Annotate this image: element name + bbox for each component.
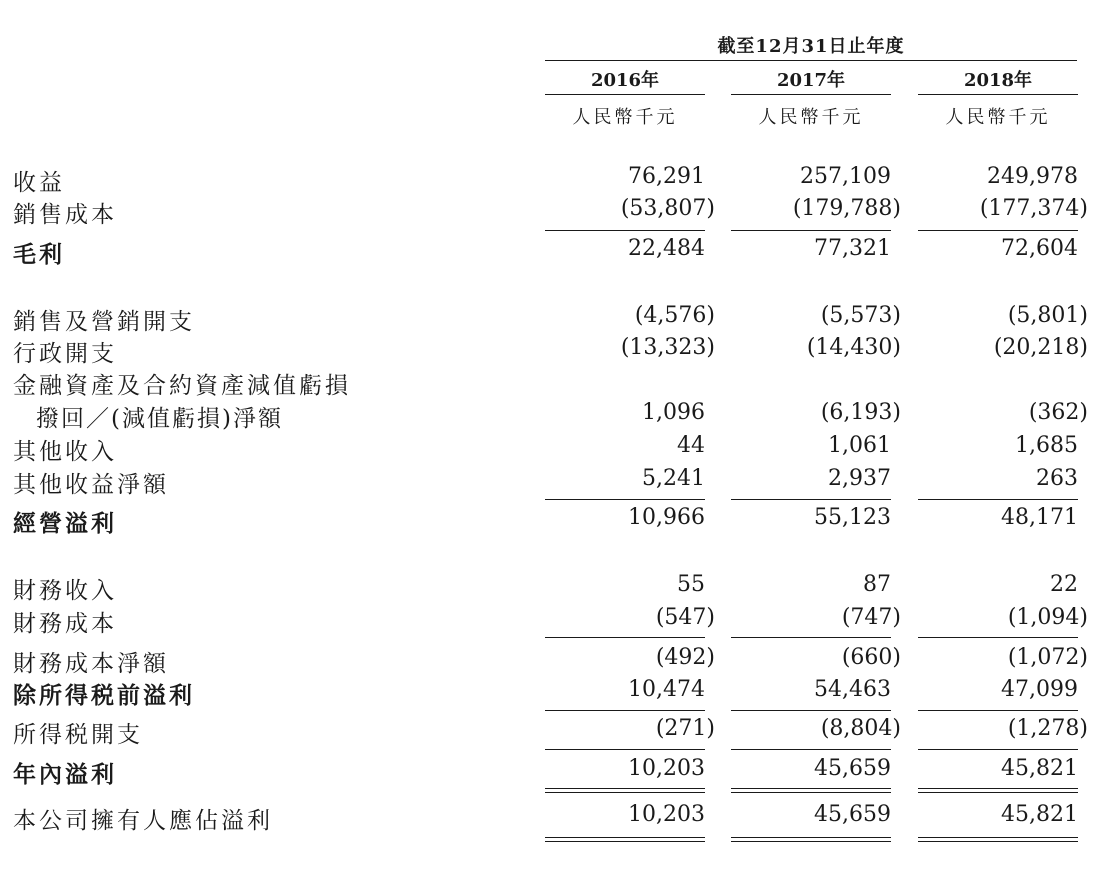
value-2018: 1,685 (1015, 433, 1078, 458)
row-label: 銷售成本 (13, 202, 117, 228)
value-2017: (747) (841, 605, 901, 630)
value-2018: (362) (1028, 400, 1088, 425)
value-2016: (53,807) (620, 196, 715, 221)
value-2018: 72,604 (1001, 236, 1078, 261)
row-label: 毛利 (13, 241, 65, 268)
value-2016: (492) (655, 645, 715, 670)
subtotal-line-2 (918, 499, 1078, 500)
total-double-line-1 (731, 788, 891, 793)
table-row-net-finance-costs (0, 645, 1102, 675)
value-2017: 2,937 (828, 466, 891, 491)
subtotal-line-5 (545, 749, 705, 750)
row-label: 銷售及營銷開支 (13, 309, 195, 335)
value-2017: 257,109 (800, 164, 891, 189)
table-row-attributable-profit (0, 802, 1102, 832)
value-2017: (660) (841, 645, 901, 670)
unit-label-2018: 人民幣千元 (945, 107, 1051, 128)
value-2017: 77,321 (814, 236, 891, 261)
subtotal-line-4 (731, 710, 891, 711)
value-2016: 10,966 (628, 505, 705, 530)
row-label: 除所得税前溢利 (13, 682, 195, 709)
value-2017: 45,659 (814, 802, 891, 827)
value-2016: (13,323) (620, 335, 715, 360)
table-row-admin-expenses (0, 335, 1102, 365)
value-2018: (1,072) (1007, 645, 1088, 670)
subtotal-line-3 (731, 637, 891, 638)
table-row-gross-profit (0, 236, 1102, 266)
value-2017: (8,804) (820, 716, 901, 741)
row-label: 行政開支 (13, 341, 117, 367)
value-2017: (5,573) (820, 303, 901, 328)
total-double-line-2 (918, 837, 1078, 842)
row-label: 財務收入 (13, 578, 117, 604)
row-label: 金融資產及合約資產減值虧損 (13, 373, 351, 399)
year-2018-header: 2018年 (963, 70, 1033, 91)
value-2017: 87 (863, 572, 891, 597)
table-row-revenue (0, 164, 1102, 194)
unit-label-2017: 人民幣千元 (758, 107, 864, 128)
value-2016: (547) (655, 605, 715, 630)
value-2016: 44 (677, 433, 705, 458)
table-row-profit-before-tax (0, 677, 1102, 707)
subtotal-line-1 (918, 230, 1078, 231)
year-underline-2017 (731, 94, 891, 95)
value-2016: 10,203 (628, 756, 705, 781)
table-row-impairment-net (0, 400, 1102, 430)
value-2018: (5,801) (1007, 303, 1088, 328)
table-row-profit-for-year (0, 756, 1102, 786)
row-label: 經營溢利 (13, 510, 117, 537)
table-row-selling-expenses (0, 303, 1102, 333)
table-row-impairment-title (0, 367, 1102, 397)
table-row-income-tax (0, 716, 1102, 746)
value-2016: 10,203 (628, 802, 705, 827)
year-2017-header: 2017年 (776, 70, 846, 91)
year-underline-2016 (545, 94, 705, 95)
row-label: 其他收益淨額 (13, 472, 169, 498)
header-divider (545, 60, 1077, 61)
subtotal-line-2 (545, 499, 705, 500)
value-2016: 76,291 (628, 164, 705, 189)
total-double-line-1 (545, 788, 705, 793)
subtotal-line-4 (918, 710, 1078, 711)
value-2018: 48,171 (1001, 505, 1078, 530)
subtotal-line-4 (545, 710, 705, 711)
row-label: 財務成本 (13, 611, 117, 637)
value-2018: 22 (1050, 572, 1078, 597)
value-2017: 55,123 (814, 505, 891, 530)
value-2018: (20,218) (993, 335, 1088, 360)
subtotal-line-3 (918, 637, 1078, 638)
row-label: 本公司擁有人應佔溢利 (13, 808, 273, 834)
total-double-line-2 (731, 837, 891, 842)
value-2016: 10,474 (628, 677, 705, 702)
table-row-other-gains (0, 466, 1102, 496)
table-row-finance-income (0, 572, 1102, 602)
value-2018: 45,821 (1001, 802, 1078, 827)
value-2016: 1,096 (642, 400, 705, 425)
row-label: 其他收入 (13, 439, 117, 465)
subtotal-line-5 (918, 749, 1078, 750)
value-2017: (14,430) (806, 335, 901, 360)
value-2018: 263 (1036, 466, 1078, 491)
table-row-operating-profit (0, 505, 1102, 535)
period-header: 截至12月31日止年度 (717, 36, 905, 57)
subtotal-line-3 (545, 637, 705, 638)
row-label: 所得税開支 (13, 722, 143, 748)
value-2016: 55 (677, 572, 705, 597)
row-label: 收益 (13, 170, 65, 196)
total-double-line-1 (918, 788, 1078, 793)
value-2017: 1,061 (828, 433, 891, 458)
value-2017: 45,659 (814, 756, 891, 781)
value-2017: (6,193) (820, 400, 901, 425)
subtotal-line-2 (731, 499, 891, 500)
value-2018: 47,099 (1001, 677, 1078, 702)
row-label: 財務成本淨額 (13, 651, 169, 677)
table-row-other-income (0, 433, 1102, 463)
subtotal-line-1 (545, 230, 705, 231)
value-2016: 5,241 (642, 466, 705, 491)
value-2016: 22,484 (628, 236, 705, 261)
unit-label-2016: 人民幣千元 (572, 107, 678, 128)
table-row-finance-costs (0, 605, 1102, 635)
row-label: 年內溢利 (13, 761, 117, 788)
total-double-line-2 (545, 837, 705, 842)
subtotal-line-5 (731, 749, 891, 750)
row-label: 撥回／(減值虧損)淨額 (36, 406, 283, 432)
value-2018: (177,374) (979, 196, 1088, 221)
value-2016: (271) (655, 716, 715, 741)
value-2018: (1,278) (1007, 716, 1088, 741)
value-2018: (1,094) (1007, 605, 1088, 630)
value-2018: 249,978 (987, 164, 1078, 189)
table-row-cost-of-sales (0, 196, 1102, 226)
value-2016: (4,576) (634, 303, 715, 328)
year-2016-header: 2016年 (590, 70, 660, 91)
value-2017: (179,788) (792, 196, 901, 221)
year-underline-2018 (918, 94, 1078, 95)
value-2017: 54,463 (814, 677, 891, 702)
value-2018: 45,821 (1001, 756, 1078, 781)
subtotal-line-1 (731, 230, 891, 231)
